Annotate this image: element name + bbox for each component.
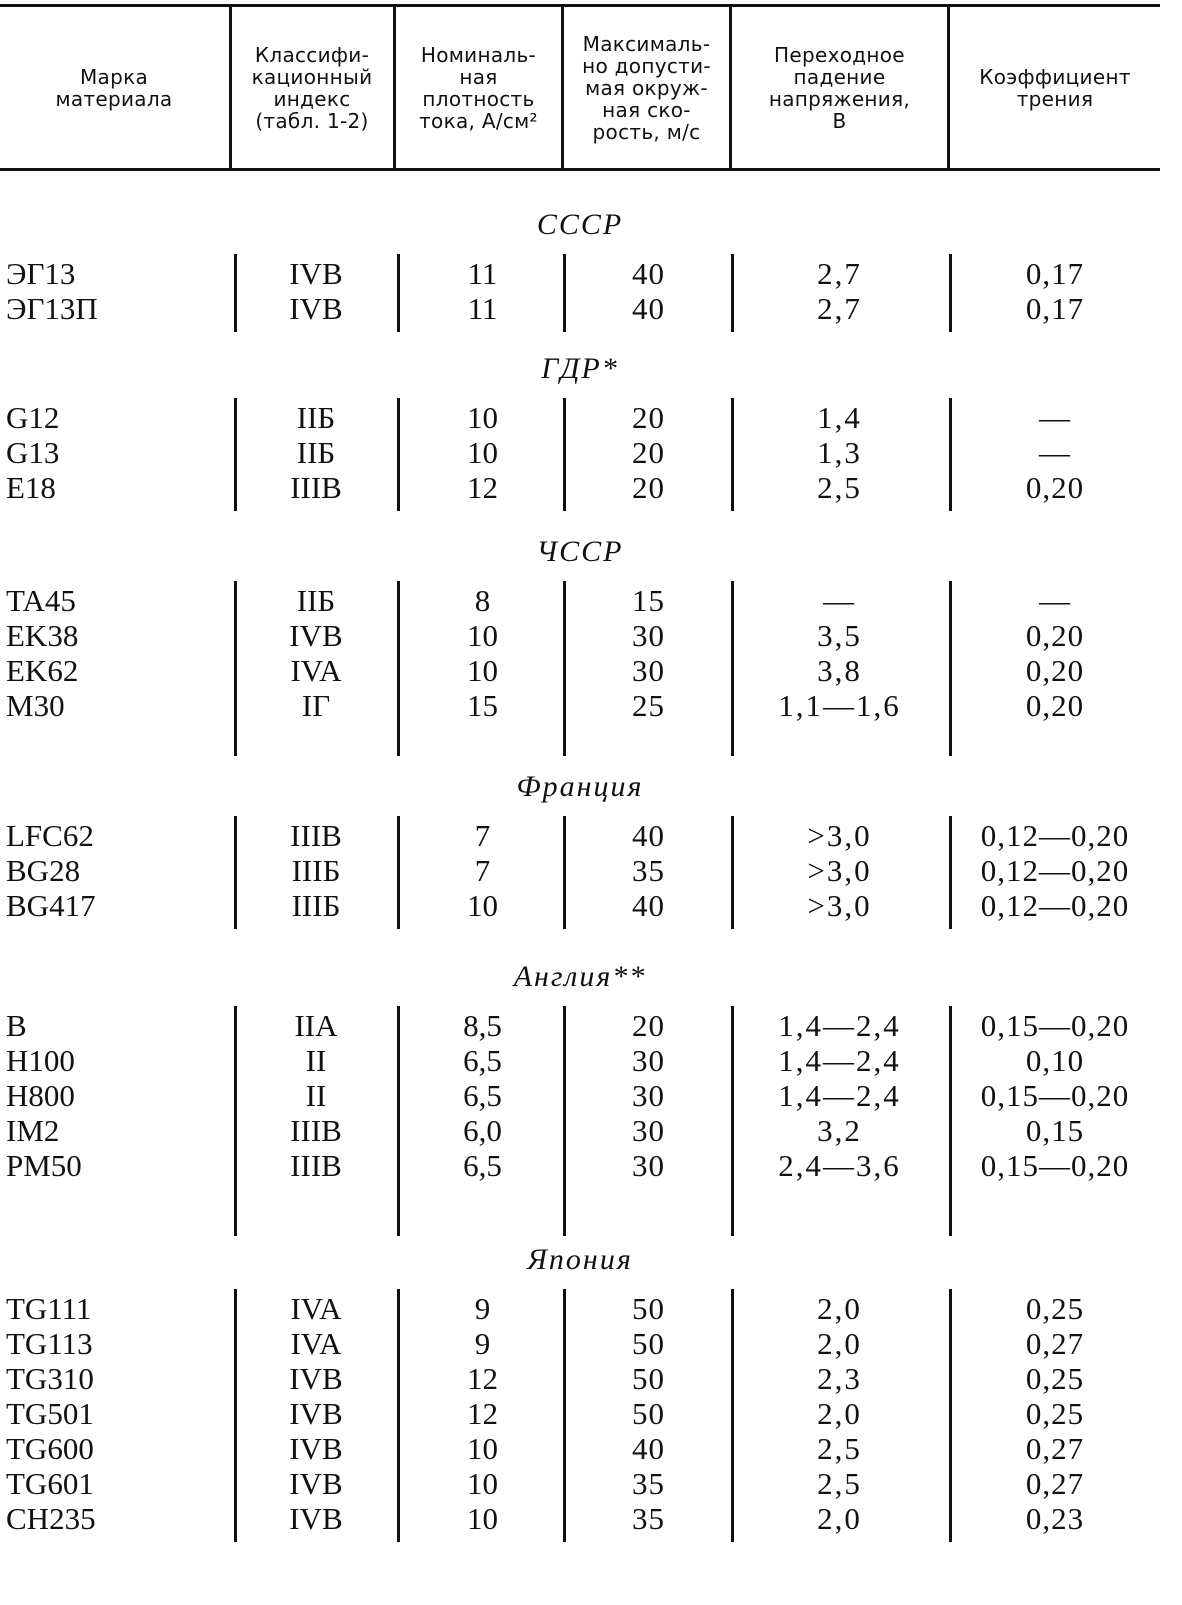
table-cell: H800 [6, 1078, 75, 1113]
header-divider [947, 4, 950, 168]
table-cell: 30 [632, 1078, 665, 1113]
table-cell: LFC62 [6, 818, 94, 853]
table-cell: 2,5 [817, 470, 862, 505]
table-cell: 30 [632, 653, 665, 688]
table-cell: 40 [632, 1431, 665, 1466]
table-cell: E18 [6, 470, 56, 505]
column-divider [731, 1006, 734, 1236]
table-cell: IIБ [296, 583, 336, 618]
header-max-speed: Максималь- но допусти- мая окруж- ная ско- рость, м/с [582, 31, 711, 144]
table-cell: — [823, 583, 856, 618]
table-cell: 1,1—1,6 [778, 688, 901, 723]
table-row [0, 1291, 1160, 1326]
table-cell: PM50 [6, 1148, 82, 1183]
table-cell: G13 [6, 435, 60, 470]
table-cell: >3,0 [807, 853, 872, 888]
column-divider [949, 254, 952, 332]
table-cell: 2,5 [817, 1431, 862, 1466]
table-row [0, 1501, 1160, 1536]
table-cell: 0,20 [1025, 618, 1085, 653]
table-cell: 0,20 [1025, 470, 1085, 505]
table-cell: 15 [467, 688, 498, 723]
table-cell: IIA [294, 1008, 338, 1043]
table-row [0, 400, 1160, 435]
table-cell: IVB [289, 1466, 343, 1501]
table-cell: IVB [289, 1501, 343, 1536]
table-cell: >3,0 [807, 818, 872, 853]
table-cell: 0,27 [1025, 1466, 1085, 1501]
table-cell: 2,7 [817, 291, 862, 326]
table-cell: 9 [474, 1291, 491, 1326]
table-cell: 10 [467, 618, 498, 653]
column-divider [731, 581, 734, 756]
table-cell: IIБ [296, 400, 336, 435]
column-divider [397, 1006, 400, 1236]
table-cell: TA45 [6, 583, 76, 618]
table-cell: 12 [467, 470, 498, 505]
table-cell: G12 [6, 400, 60, 435]
column-divider [949, 581, 952, 756]
header-divider [561, 4, 564, 168]
column-divider [949, 816, 952, 929]
section-title: Япония [527, 1243, 633, 1276]
table-cell: IГ [301, 688, 331, 723]
table-cell: 1,4—2,4 [778, 1008, 901, 1043]
table-row [0, 1148, 1160, 1183]
table-cell: IVA [290, 653, 342, 688]
column-divider [949, 1289, 952, 1542]
table-cell: 8 [474, 583, 491, 618]
column-divider [397, 254, 400, 332]
table-cell: 0,27 [1025, 1326, 1085, 1361]
table-row [0, 435, 1160, 470]
table-cell: EK38 [6, 618, 79, 653]
table-cell: TG501 [6, 1396, 94, 1431]
table-cell: B [6, 1008, 27, 1043]
table-cell: 1,4—2,4 [778, 1043, 901, 1078]
table-cell: 10 [467, 400, 498, 435]
table-cell: TG600 [6, 1431, 94, 1466]
column-divider [234, 816, 237, 929]
table-cell: 1,4—2,4 [778, 1078, 901, 1113]
table-cell: >3,0 [807, 888, 872, 923]
table-cell: 7 [474, 853, 491, 888]
table-cell: 1,4 [817, 400, 862, 435]
column-divider [563, 1006, 566, 1236]
table-cell: 10 [467, 1466, 498, 1501]
table-cell: IIIБ [291, 888, 341, 923]
column-divider [563, 398, 566, 511]
table-cell: M30 [6, 688, 65, 723]
table-cell: 2,4—3,6 [778, 1148, 901, 1183]
column-divider [731, 1289, 734, 1542]
table-cell: 40 [632, 256, 665, 291]
table-cell: IIБ [296, 435, 336, 470]
table-cell: 50 [632, 1291, 665, 1326]
table-cell: 2,0 [817, 1396, 862, 1431]
table-cell: IVA [290, 1291, 342, 1326]
header-bottom-rule [0, 168, 1160, 171]
table-row [0, 470, 1160, 505]
column-divider [563, 581, 566, 756]
table-cell: IVA [290, 1326, 342, 1361]
table-cell: 0,17 [1025, 256, 1085, 291]
table-cell: 6,5 [463, 1078, 502, 1113]
table-cell: IIIБ [291, 853, 341, 888]
table-row [0, 1113, 1160, 1148]
table-cell: 20 [632, 400, 665, 435]
table-cell: — [1039, 435, 1071, 470]
table-cell: 12 [467, 1361, 498, 1396]
table-cell: TG113 [6, 1326, 93, 1361]
table-cell: IVB [289, 291, 343, 326]
table-cell: IIIB [290, 1148, 342, 1183]
table-row [0, 853, 1160, 888]
table-cell: 0,15 [1025, 1113, 1085, 1148]
table-cell: II [305, 1043, 327, 1078]
section-title: ГДР* [541, 352, 619, 385]
table-cell: TG310 [6, 1361, 94, 1396]
table-cell: 2,7 [817, 256, 862, 291]
table-cell: 35 [632, 1501, 665, 1536]
table-cell: 50 [632, 1361, 665, 1396]
table-cell: IVB [289, 1396, 343, 1431]
table-cell: 50 [632, 1396, 665, 1431]
column-divider [397, 816, 400, 929]
column-divider [397, 398, 400, 511]
table-cell: ЭГ13П [6, 291, 98, 326]
column-divider [563, 816, 566, 929]
table-cell: TG601 [6, 1466, 94, 1501]
header-class-index: Классифи- кационный индекс (табл. 1-2) [251, 42, 373, 133]
table-cell: 40 [632, 888, 665, 923]
header-friction: Коэффициент трения [979, 64, 1131, 111]
table-cell: 0,25 [1025, 1396, 1085, 1431]
header-top-rule [0, 4, 1160, 7]
table-cell: 30 [632, 1148, 665, 1183]
section-title: СССР [536, 208, 624, 241]
table-cell: 0,23 [1025, 1501, 1085, 1536]
table-cell: IM2 [6, 1113, 60, 1148]
table-cell: 0,20 [1025, 688, 1085, 723]
table-row [0, 1043, 1160, 1078]
table-cell: EK62 [6, 653, 79, 688]
table-cell: 30 [632, 618, 665, 653]
table-cell: 10 [467, 1501, 498, 1536]
table-cell: IVB [289, 256, 343, 291]
column-divider [563, 1289, 566, 1542]
table-cell: 6,0 [463, 1113, 502, 1148]
column-divider [949, 1006, 952, 1236]
table-cell: 0,25 [1025, 1291, 1085, 1326]
table-cell: 10 [467, 653, 498, 688]
table-cell: 10 [467, 888, 498, 923]
table-cell: 10 [467, 1431, 498, 1466]
table-cell: 30 [632, 1113, 665, 1148]
table-row [0, 291, 1160, 326]
table-row [0, 888, 1160, 923]
table-cell: 20 [632, 470, 665, 505]
table-row [0, 1008, 1160, 1043]
table-cell: 0,15—0,20 [980, 1008, 1130, 1043]
table-cell: 2,0 [817, 1501, 862, 1536]
table-cell: 10 [467, 435, 498, 470]
table-cell: ЭГ13 [6, 256, 76, 291]
table-cell: 50 [632, 1326, 665, 1361]
table-cell: 30 [632, 1043, 665, 1078]
table-cell: 2,3 [817, 1361, 862, 1396]
table-row [0, 256, 1160, 291]
header-divider [229, 4, 232, 168]
table-cell: IIIB [290, 470, 342, 505]
header-material-grade: Марка материала [55, 64, 173, 111]
table-cell: 0,12—0,20 [980, 818, 1130, 853]
table-cell: 2,0 [817, 1291, 862, 1326]
table-cell: IVB [289, 1361, 343, 1396]
table-cell: II [305, 1078, 327, 1113]
table-cell: 35 [632, 1466, 665, 1501]
column-divider [234, 1006, 237, 1236]
table-cell: 0,12—0,20 [980, 888, 1130, 923]
table-row [0, 1396, 1160, 1431]
table-row [0, 1078, 1160, 1113]
table-cell: 40 [632, 818, 665, 853]
table-cell: TG111 [6, 1291, 92, 1326]
table-cell: BG28 [6, 853, 81, 888]
table-cell: 2,0 [817, 1326, 862, 1361]
table-row [0, 688, 1160, 723]
table-row [0, 1466, 1160, 1501]
column-divider [949, 398, 952, 511]
table-row [0, 1326, 1160, 1361]
table-cell: BG417 [6, 888, 96, 923]
column-divider [234, 1289, 237, 1542]
table-cell: 1,3 [817, 435, 862, 470]
table-cell: 0,25 [1025, 1361, 1085, 1396]
table-cell: 8,5 [463, 1008, 502, 1043]
table-cell: IVB [289, 1431, 343, 1466]
table-cell: — [1039, 583, 1071, 618]
table-cell: 0,27 [1025, 1431, 1085, 1466]
table-cell: 3,2 [817, 1113, 862, 1148]
table-cell: 0,20 [1025, 653, 1085, 688]
table-cell: 0,12—0,20 [980, 853, 1130, 888]
column-divider [731, 398, 734, 511]
table-row [0, 653, 1160, 688]
table-cell: IVB [289, 618, 343, 653]
table-cell: H100 [6, 1043, 75, 1078]
table-cell: 25 [632, 688, 665, 723]
table-cell: 35 [632, 853, 665, 888]
table-cell: 7 [474, 818, 491, 853]
table-cell: 40 [632, 291, 665, 326]
table-cell: 0,10 [1025, 1043, 1085, 1078]
table-row [0, 818, 1160, 853]
section-title: ЧССР [536, 535, 624, 568]
table-cell: — [1039, 400, 1071, 435]
table-cell: 9 [474, 1326, 491, 1361]
column-divider [234, 581, 237, 756]
table-cell: 3,8 [817, 653, 862, 688]
table-cell: 6,5 [463, 1148, 502, 1183]
header-divider [729, 4, 732, 168]
table-cell: 0,15—0,20 [980, 1078, 1130, 1113]
column-divider [563, 254, 566, 332]
table-row [0, 1361, 1160, 1396]
column-divider [234, 254, 237, 332]
header-divider [393, 4, 396, 168]
table-cell: 20 [632, 435, 665, 470]
header-voltage-drop: Переходное падение напряжения, В [768, 42, 911, 133]
table-cell: 6,5 [463, 1043, 502, 1078]
table-cell: 0,15—0,20 [980, 1148, 1130, 1183]
table-cell: 3,5 [817, 618, 862, 653]
table-cell: 2,5 [817, 1466, 862, 1501]
column-divider [397, 581, 400, 756]
table-cell: 11 [467, 256, 498, 291]
table-row [0, 618, 1160, 653]
section-title: Франция [516, 770, 644, 803]
table-cell: 0,17 [1025, 291, 1085, 326]
header-current-density: Номиналь- ная плотность тока, А/см² [419, 42, 538, 133]
table-cell: 12 [467, 1396, 498, 1431]
table-cell: CH235 [6, 1501, 96, 1536]
column-divider [234, 398, 237, 511]
table-row [0, 583, 1160, 618]
table-cell: IIIB [290, 818, 342, 853]
table-cell: 20 [632, 1008, 665, 1043]
section-title: Англия** [513, 960, 647, 993]
column-divider [397, 1289, 400, 1542]
table-cell: 11 [467, 291, 498, 326]
table-row [0, 1431, 1160, 1466]
table-cell: IIIB [290, 1113, 342, 1148]
column-divider [731, 254, 734, 332]
table-cell: 15 [632, 583, 665, 618]
column-divider [731, 816, 734, 929]
